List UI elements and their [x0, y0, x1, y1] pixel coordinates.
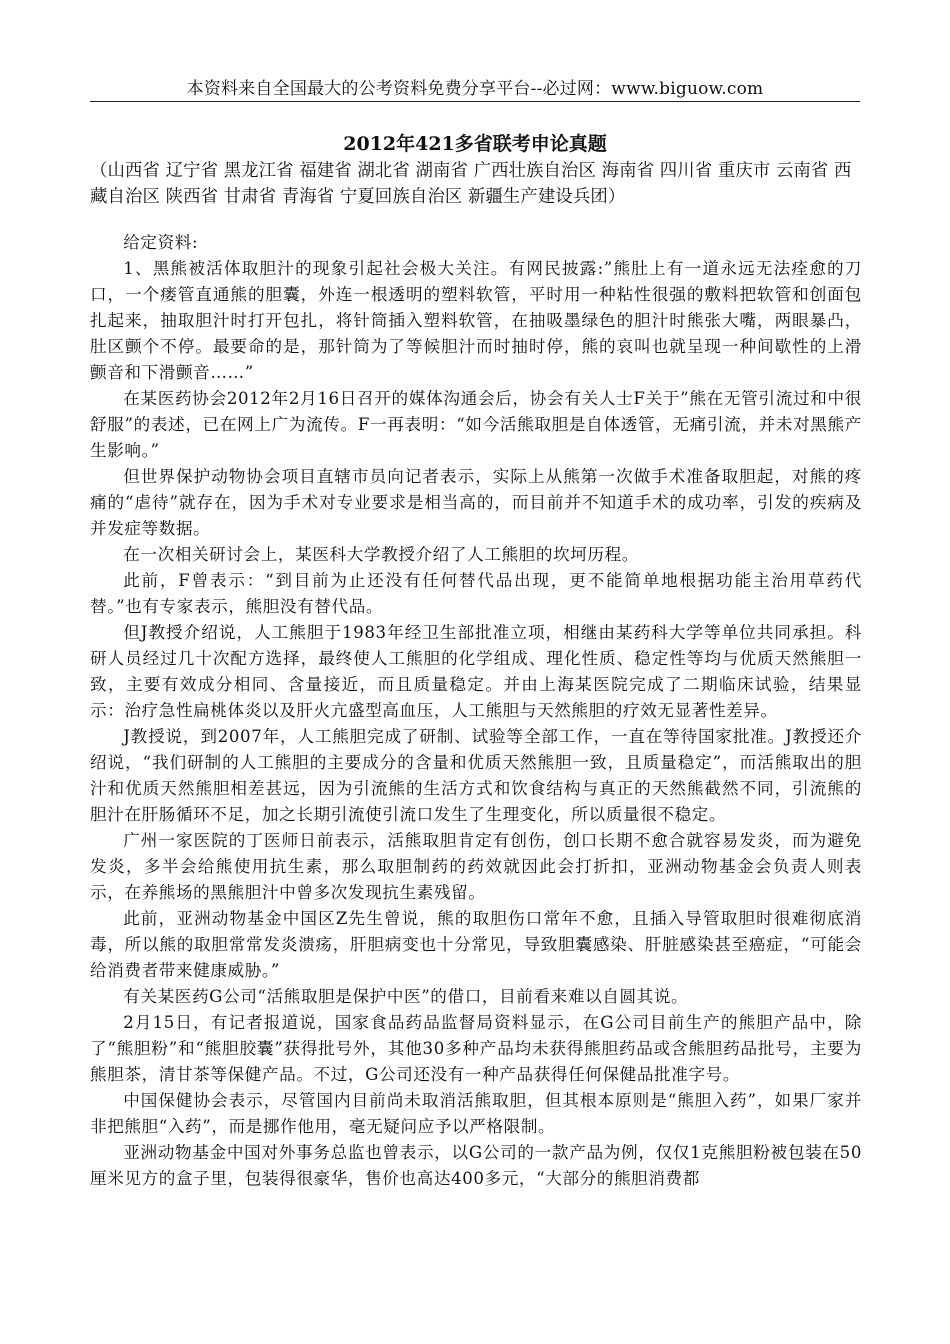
paragraph: 在一次相关研讨会上，某医科大学教授介绍了人工熊胆的坎坷历程。: [123, 545, 639, 564]
paragraph: J教授说，到2007年，人工熊胆完成了研制、试验等全部工作，一直在等待国家批准。J教授还介绍说，“我们研制的人工熊胆的主要成分的含量和优质天然熊胆一致，且质量稳定”，而活熊取出的胆汁和优质天然熊胆相差甚远，因为引流熊的生活方式和饮食结构与真正的天然熊截然不同，引流熊的胆汁在肝肠循环不足，加之长期引流使引流口发生了生理变化，所以质量很不稳定。: [90, 727, 862, 824]
paragraph: 此前，F曾表示：“到目前为止还没有任何替代品出现，更不能简单地根据功能主治用草药代替。”也有专家表示，熊胆没有替代品。: [90, 571, 862, 616]
paragraph: 亚洲动物基金中国对外事务总监也曾表示，以G公司的一款产品为例，仅仅1克熊胆粉被包装在50厘米见方的盒子里，包装得很豪华，售价也高达400多元，“大部分的熊胆消费都: [90, 1143, 862, 1188]
paragraph: 在某医药协会2012年2月16日召开的媒体沟通会后，协会有关人士F关于”熊在无管引流过和中很舒服”的表述，已在网上广为流传。F一再表明：“如今活熊取胆是自体透管，无痛引流，并未对黑熊产生影响。”: [90, 389, 862, 460]
regions-list: （山西省 辽宁省 黑龙江省 福建省 湖北省 湖南省 广西壮族自治区 海南省 四川省 重庆市 云南省 西藏自治区 陕西省 甘肃省 青海省 宁夏回族自治区 新疆生产建设兵团）: [90, 161, 852, 207]
paragraph: 但世界保护动物协会项目直辖市员向记者表示，实际上从熊第一次做手术准备取胆起，对熊的疼痛的“虐待”就存在，因为手术对专业要求是相当高的，而目前并不知道手术的成功率，引发的疾病及并发症等数据。: [90, 467, 862, 538]
paragraph: 中国保健协会表示，尽管国内目前尚未取消活熊取胆，但其根本原则是“熊胆入药”，如果厂家并非把熊胆“入药”，而是挪作他用，毫无疑问应予以严格限制。: [90, 1091, 862, 1136]
header-divider: [90, 101, 860, 102]
paragraph: 1、黑熊被活体取胆汁的现象引起社会极大关注。有网民披露:”熊肚上有一道永远无法痊愈的刀口，一个瘘管直通熊的胆囊，外连一根透明的塑料软管，平时用一种粘性很强的敷料把软管和创面包扎起来，抽取胆汁时打开包扎，将针筒插入塑料软管，在抽吸墨绿色的胆汁时熊张大嘴，两眼暴凸，肚区颤个不停。最要命的是，那针筒为了等候胆汁而时抽时停，熊的哀叫也就呈现一种间歇性的上滑颤音和下滑颤音……”: [90, 259, 862, 382]
paragraph: 但J教授介绍说，人工熊胆于1983年经卫生部批准立项，相继由某药科大学等单位共同承担。科研人员经过几十次配方选择，最终使人工熊胆的化学组成、理化性质、稳定性等均与优质天然熊胆一致，主要有效成分相同、含量接近，而且质量稳定。并由上海某医院完成了二期临床试验，结果显示：治疗急性扁桃体炎以及肝火亢盛型高血压，人工熊胆与天然熊胆的疗效无显著性差异。: [90, 623, 862, 720]
paragraph: 有关某医药G公司“活熊取胆是保护中医”的借口，目前看来难以自圆其说。: [123, 987, 689, 1006]
page-title: 2012年421多省联考申论真题: [343, 133, 607, 155]
source-note: 本资料来自全国最大的公考资料免费分享平台--必过网：www.biguow.com: [186, 79, 764, 99]
paragraph: 此前，亚洲动物基金中国区Z先生曾说，熊的取胆伤口常年不愈，且插入导管取胆时很难彻底消毒，所以熊的取胆常常发炎溃疡，肝胆病变也十分常见，导致胆囊感染、肝脏感染甚至癌症，“可能会给消费者带来健康威胁。”: [90, 909, 862, 980]
document-body: [90, 230, 862, 1192]
paragraph: 广州一家医院的丁医师日前表示，活熊取胆肯定有创伤，创口长期不愈合就容易发炎，而为避免发炎，多半会给熊使用抗生素，那么取胆制药的药效就因此会打折扣，亚洲动物基金会负责人则表示，在养熊场的黑熊胆汁中曾多次发现抗生素残留。: [90, 831, 862, 902]
paragraph: 2月15日，有记者报道说，国家食品药品监督局资料显示，在G公司目前生产的熊胆产品中，除了“熊胆粉”和“熊胆胶囊”获得批号外，其他30多种产品均未获得熊胆药品或含熊胆药品批号，主要为熊胆茶，清甘茶等保健产品。不过，G公司还没有一种产品获得任何保健品批准字号。: [90, 1013, 862, 1084]
section-label: 给定资料:: [123, 233, 199, 252]
